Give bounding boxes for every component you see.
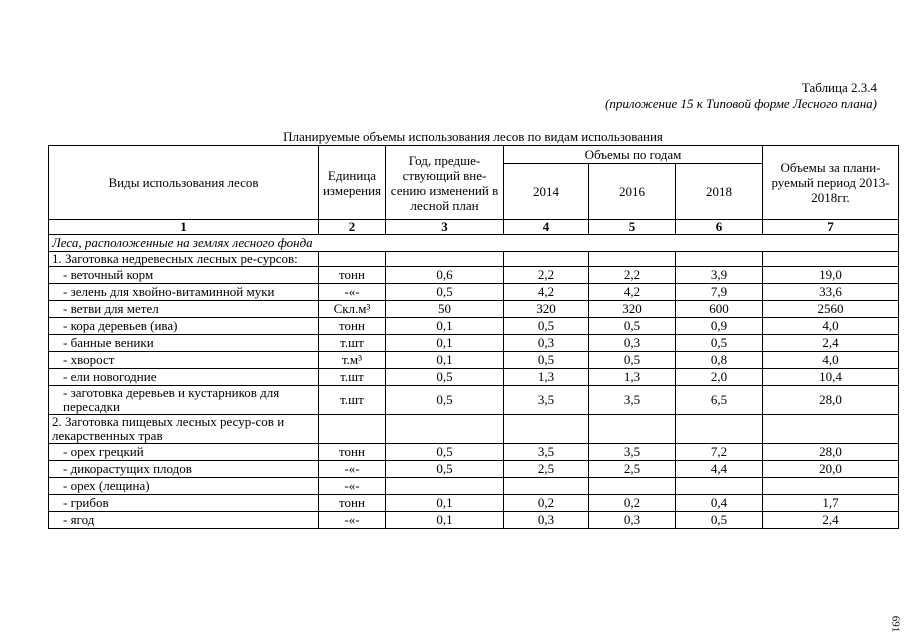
- row-2018: 7,9: [676, 284, 763, 301]
- row-2016: 4,2: [589, 284, 676, 301]
- row-unit: -«-: [319, 512, 386, 529]
- table-row: [49, 335, 899, 352]
- row-2014: 2,5: [504, 461, 589, 478]
- row-unit: т.шт: [319, 335, 386, 352]
- row-2018: [676, 478, 763, 495]
- row-name: - орех грецкий: [49, 444, 319, 461]
- row-2016: 0,2: [589, 495, 676, 512]
- row-total: 28,0: [763, 386, 899, 415]
- row-name: - банные веники: [49, 335, 319, 352]
- row-2018: 6,5: [676, 386, 763, 415]
- header-total: Объемы за плани-руемый период 2013-2018гг.: [763, 146, 899, 220]
- row-prev-year: 0,1: [386, 495, 504, 512]
- row-unit: т.шт: [319, 386, 386, 415]
- table-note: (приложение 15 к Типовой форме Лесного плана): [605, 96, 877, 111]
- table-row: [49, 352, 899, 369]
- table-row: [49, 478, 899, 495]
- row-2016: 3,5: [589, 444, 676, 461]
- col-number: 2: [319, 220, 386, 235]
- row-2018: 0,8: [676, 352, 763, 369]
- row-name: - ягод: [49, 512, 319, 529]
- row-2014: 1,3: [504, 369, 589, 386]
- col-number: 1: [49, 220, 319, 235]
- col-number: 6: [676, 220, 763, 235]
- row-unit: -«-: [319, 478, 386, 495]
- row-prev-year: 0,5: [386, 461, 504, 478]
- section-title: Леса, расположенные на землях лесного фонда: [49, 235, 899, 252]
- row-2016: 1,3: [589, 369, 676, 386]
- group-title-row: [49, 252, 899, 267]
- table-row: [49, 318, 899, 335]
- row-2016: 0,5: [589, 352, 676, 369]
- table-row: [49, 495, 899, 512]
- row-total: 2,4: [763, 335, 899, 352]
- table-row: [49, 461, 899, 478]
- header-volumes-by-year: Объемы по годам: [504, 146, 763, 164]
- row-2018: 0,5: [676, 512, 763, 529]
- row-prev-year: 0,1: [386, 318, 504, 335]
- row-total: 20,0: [763, 461, 899, 478]
- row-unit: Скл.м³: [319, 301, 386, 318]
- row-2016: [589, 478, 676, 495]
- row-2018: 4,4: [676, 461, 763, 478]
- row-total: 33,6: [763, 284, 899, 301]
- row-name: - дикорастущих плодов: [49, 461, 319, 478]
- row-2016: 0,5: [589, 318, 676, 335]
- group-title: 1. Заготовка недревесных лесных ре-сурсов:: [49, 252, 319, 267]
- table-number: Таблица 2.3.4: [801, 80, 877, 95]
- header-year-2018: 2018: [676, 164, 763, 220]
- row-2016: 2,2: [589, 267, 676, 284]
- row-2014: 0,3: [504, 512, 589, 529]
- row-2016: 2,5: [589, 461, 676, 478]
- row-name: - ели новогодние: [49, 369, 319, 386]
- table-row: [49, 386, 899, 415]
- row-total: 19,0: [763, 267, 899, 284]
- row-unit: т.м³: [319, 352, 386, 369]
- table-row: [49, 444, 899, 461]
- row-prev-year: 0,1: [386, 512, 504, 529]
- table-body: [49, 220, 899, 529]
- row-2014: 0,2: [504, 495, 589, 512]
- row-total: 4,0: [763, 318, 899, 335]
- column-number-row: [49, 220, 899, 235]
- row-2014: 3,5: [504, 386, 589, 415]
- row-2018: 7,2: [676, 444, 763, 461]
- header-unit: Единица измерения: [319, 146, 386, 220]
- table-row: [49, 284, 899, 301]
- row-prev-year: 0,5: [386, 386, 504, 415]
- row-prev-year: 0,5: [386, 284, 504, 301]
- row-total: 2,4: [763, 512, 899, 529]
- row-name: - хворост: [49, 352, 319, 369]
- row-2014: 320: [504, 301, 589, 318]
- row-name: - кора деревьев (ива): [49, 318, 319, 335]
- row-2018: 2,0: [676, 369, 763, 386]
- group-title: 2. Заготовка пищевых лесных ресур-сов и лекарственных трав: [49, 415, 319, 444]
- page-number: 691: [888, 615, 901, 633]
- header-use-type: Виды использования лесов: [49, 146, 319, 220]
- row-prev-year: [386, 478, 504, 495]
- row-total: [763, 478, 899, 495]
- section-row: [49, 235, 899, 252]
- row-2018: 0,4: [676, 495, 763, 512]
- col-number: 4: [504, 220, 589, 235]
- row-total: 2560: [763, 301, 899, 318]
- row-2018: 0,9: [676, 318, 763, 335]
- row-unit: тонн: [319, 444, 386, 461]
- row-2016: 0,3: [589, 335, 676, 352]
- row-name: - заготовка деревьев и кустарников для пересадки: [49, 386, 319, 415]
- row-2016: 3,5: [589, 386, 676, 415]
- row-2014: 0,5: [504, 352, 589, 369]
- row-prev-year: 0,6: [386, 267, 504, 284]
- table-row: [49, 369, 899, 386]
- row-unit: тонн: [319, 495, 386, 512]
- row-name: - грибов: [49, 495, 319, 512]
- row-prev-year: 0,1: [386, 352, 504, 369]
- row-total: 28,0: [763, 444, 899, 461]
- row-2014: 2,2: [504, 267, 589, 284]
- row-prev-year: 0,1: [386, 335, 504, 352]
- row-total: 10,4: [763, 369, 899, 386]
- col-number: 3: [386, 220, 504, 235]
- row-name: - ветви для метел: [49, 301, 319, 318]
- col-number: 7: [763, 220, 899, 235]
- table-row: [49, 512, 899, 529]
- row-name: - орех (лещина): [49, 478, 319, 495]
- col-number: 5: [589, 220, 676, 235]
- row-name: - зелень для хвойно-витаминной муки: [49, 284, 319, 301]
- row-unit: -«-: [319, 461, 386, 478]
- row-2018: 600: [676, 301, 763, 318]
- row-2014: 0,5: [504, 318, 589, 335]
- row-prev-year: 50: [386, 301, 504, 318]
- row-2018: 3,9: [676, 267, 763, 284]
- group-title-row: [49, 415, 899, 444]
- header-year-2016: 2016: [589, 164, 676, 220]
- row-name: - веточный корм: [49, 267, 319, 284]
- table-caption: Планируемые объемы использования лесов по видам использования: [283, 129, 663, 144]
- row-2014: 4,2: [504, 284, 589, 301]
- row-total: 4,0: [763, 352, 899, 369]
- row-2014: [504, 478, 589, 495]
- row-2016: 320: [589, 301, 676, 318]
- row-2014: 0,3: [504, 335, 589, 352]
- row-2014: 3,5: [504, 444, 589, 461]
- row-unit: тонн: [319, 267, 386, 284]
- forest-use-table: [48, 145, 899, 529]
- row-2016: 0,3: [589, 512, 676, 529]
- row-prev-year: 0,5: [386, 444, 504, 461]
- row-unit: т.шт: [319, 369, 386, 386]
- header-year-2014: 2014: [504, 164, 589, 220]
- row-2018: 0,5: [676, 335, 763, 352]
- row-prev-year: 0,5: [386, 369, 504, 386]
- row-unit: тонн: [319, 318, 386, 335]
- table-row: [49, 267, 899, 284]
- header-prev-year: Год, предше-ствующий вне-сению изменений в лесной план: [386, 146, 504, 220]
- row-total: 1,7: [763, 495, 899, 512]
- row-unit: -«-: [319, 284, 386, 301]
- table-row: [49, 301, 899, 318]
